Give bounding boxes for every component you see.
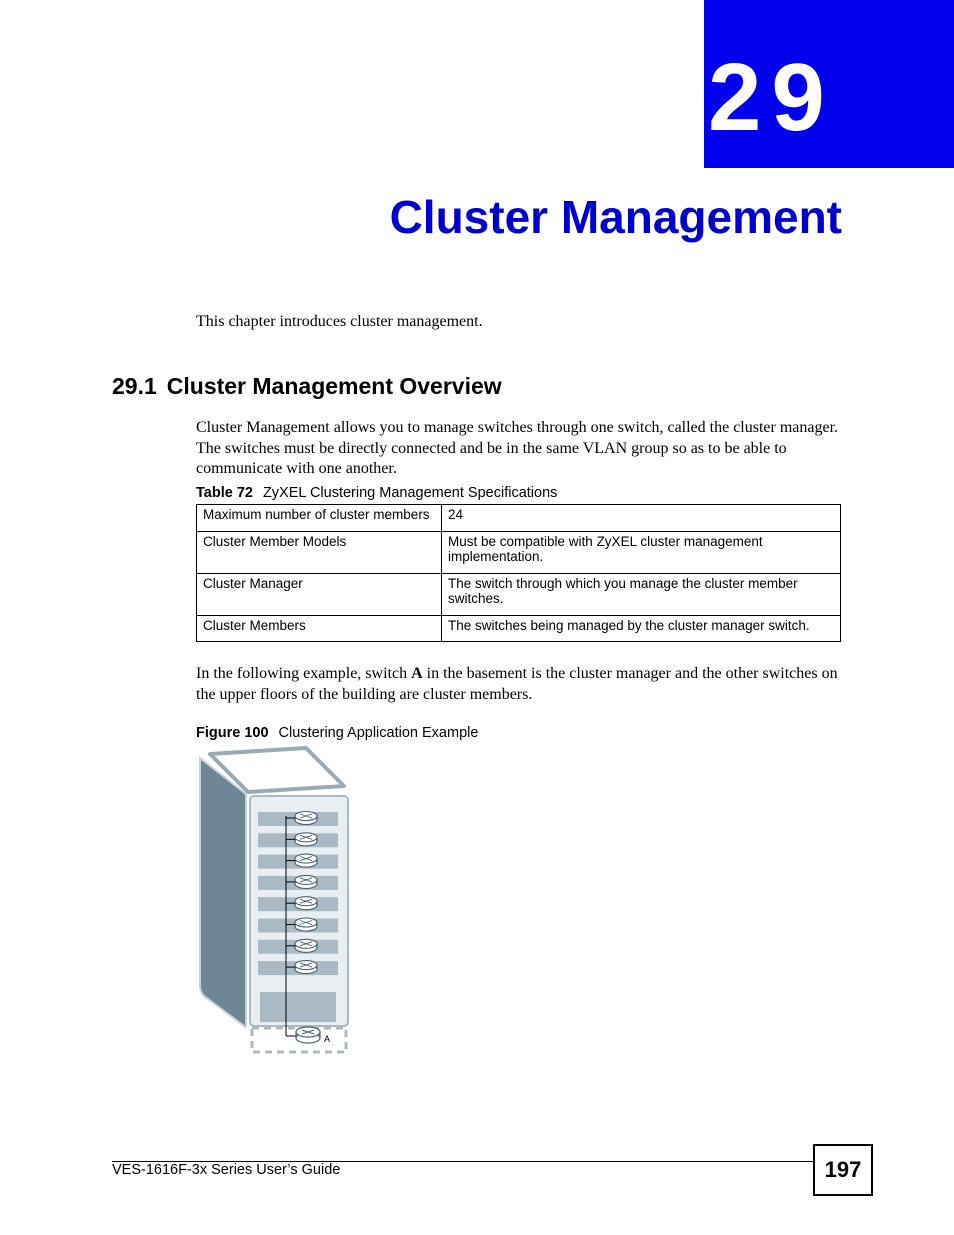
building-illustration	[196, 746, 356, 1058]
example-paragraph	[196, 664, 846, 705]
table-row	[197, 531, 841, 573]
table-cell: Must be compatible with ZyXEL cluster management implementation.	[442, 531, 841, 573]
table-cell: The switches being managed by the cluster manager switch.	[442, 615, 841, 642]
member-switch-icon	[295, 897, 317, 910]
ground-floor	[260, 992, 336, 1022]
manager-switch-label: A	[324, 1034, 331, 1044]
member-switch-icon	[295, 833, 317, 846]
member-switch-icon	[295, 875, 317, 888]
figure-caption-text: Clustering Application Example	[278, 725, 479, 741]
table-cell: The switch through which you manage the cluster member switches.	[442, 573, 841, 615]
building-side-wall	[200, 758, 246, 1027]
section-title: Cluster Management Overview	[166, 373, 502, 399]
table-caption-text: ZyXEL Clustering Management Specifications	[262, 485, 558, 501]
specifications-table	[196, 504, 841, 642]
manager-switch-icon	[296, 1027, 320, 1043]
overview-paragraph: Cluster Management allows you to manage switches through one switch, called the cluster manager. The switches must be directly connected and be in the same VLAN group so as to be able to communicate with one another.	[196, 419, 839, 477]
chapter-title: Cluster Management	[389, 191, 842, 243]
table-row	[197, 615, 841, 642]
example-text-bold: A	[411, 665, 423, 682]
footer-guide-title: VES-1616F-3x Series User’s Guide	[112, 1162, 341, 1178]
member-switch-icon	[295, 854, 317, 867]
table-row	[197, 505, 841, 532]
section-heading	[112, 373, 502, 400]
table-cell: Maximum number of cluster members	[197, 505, 442, 532]
member-switch-icon	[295, 961, 317, 974]
example-text-before: In the following example, switch	[196, 665, 412, 682]
table-cell: Cluster Members	[197, 615, 442, 642]
table-label: Table 72	[196, 485, 253, 501]
table-caption	[196, 485, 557, 501]
table-cell: Cluster Manager	[197, 573, 442, 615]
table-row	[197, 573, 841, 615]
member-switch-icon	[295, 812, 317, 825]
chapter-number: 29	[708, 44, 835, 151]
section-number: 29.1	[112, 373, 157, 399]
table-cell: 24	[442, 505, 841, 532]
cluster-building-figure	[196, 746, 356, 1058]
table-cell: Cluster Member Models	[197, 531, 442, 573]
member-switch-icon	[295, 939, 317, 952]
figure-label: Figure 100	[196, 725, 269, 741]
example-text-after: in the basement is the cluster manager and the other switches on the upper floors of the building are cluster members.	[196, 665, 838, 703]
figure-caption	[196, 725, 478, 741]
intro-paragraph: This chapter introduces cluster management.	[196, 313, 483, 330]
member-switch-icon	[295, 918, 317, 931]
page-number: 197	[813, 1144, 873, 1196]
